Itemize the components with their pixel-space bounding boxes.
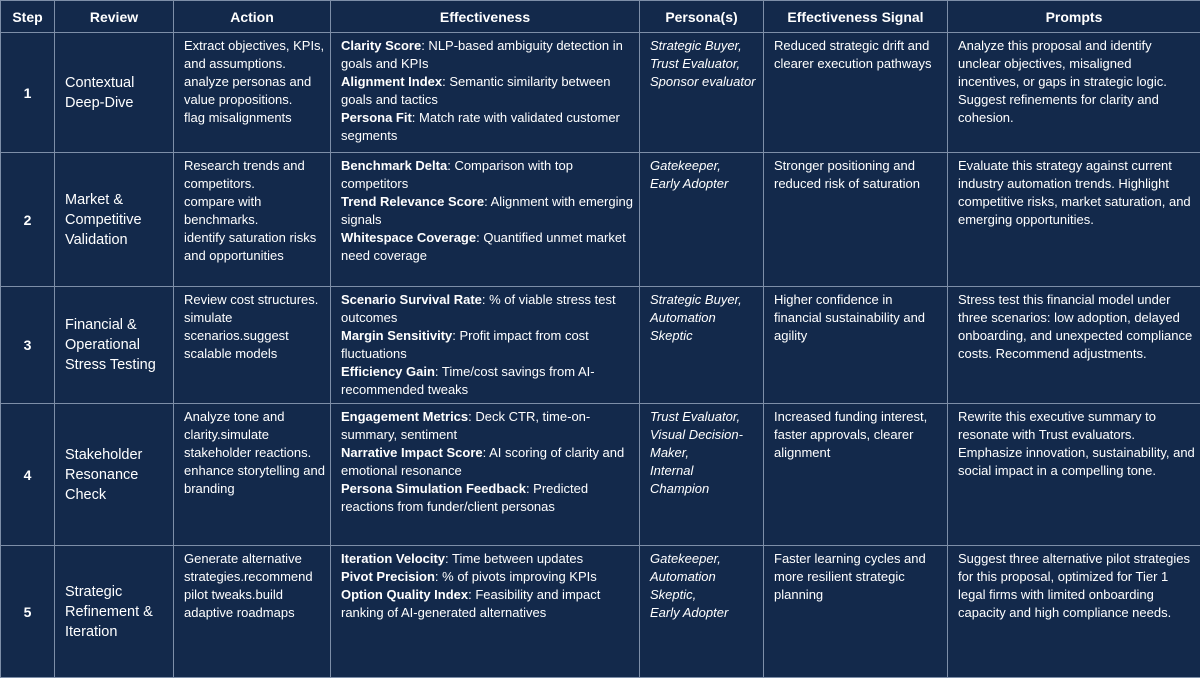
review-line: Stress Testing xyxy=(65,355,169,375)
metric-name: Trend Relevance Score xyxy=(341,194,484,209)
persona-cell xyxy=(640,287,764,404)
persona-line: Gatekeeper, xyxy=(650,157,759,175)
prompt-cell: Rewrite this executive summary to resonate with Trust evaluators. Emphasize innovation, sustainability, and social impact in a compelling tone. xyxy=(948,404,1200,546)
metric-item xyxy=(341,109,635,145)
signal-cell: Reduced strategic drift and clearer execution pathways xyxy=(764,33,948,153)
persona-cell xyxy=(640,33,764,153)
review-line: Competitive xyxy=(65,210,169,230)
metric-desc: : Match rate with validated customer segments xyxy=(341,110,620,143)
metric-name: Whitespace Coverage xyxy=(341,230,476,245)
metric-item xyxy=(341,408,635,444)
effectiveness-cell xyxy=(331,153,640,287)
step-number: 1 xyxy=(1,33,55,153)
persona-line: Sponsor evaluator xyxy=(650,73,759,91)
review-line: Validation xyxy=(65,230,169,250)
metric-name: Iteration Velocity xyxy=(341,551,445,566)
metric-item xyxy=(341,291,635,327)
metric-item xyxy=(341,444,635,480)
metric-desc: : NLP-based ambiguity detection in goals and KPIs xyxy=(341,38,623,71)
persona-line: Strategic Buyer, xyxy=(650,37,759,55)
review-line: Market & xyxy=(65,190,169,210)
metric-item xyxy=(341,586,635,622)
header-personas: Persona(s) xyxy=(640,1,764,33)
metric-desc: : Predicted reactions from funder/client personas xyxy=(341,481,588,514)
metric-name: Persona Simulation Feedback xyxy=(341,481,526,496)
metric-item xyxy=(341,327,635,363)
review-line: Strategic xyxy=(65,582,169,602)
action-cell xyxy=(174,404,331,546)
metric-item xyxy=(341,37,635,73)
action-line: Research trends and competitors. xyxy=(184,157,326,193)
action-line: Extract objectives, KPIs, and assumptions. xyxy=(184,37,326,73)
metric-desc: : Time/cost savings from AI-recommended tweaks xyxy=(341,364,595,397)
action-line: analyze personas and value propositions. xyxy=(184,73,326,109)
effectiveness-cell xyxy=(331,33,640,153)
action-cell xyxy=(174,153,331,287)
persona-cell xyxy=(640,153,764,287)
prompt-cell: Analyze this proposal and identify unclear objectives, misaligned incentives, or gaps in strategic logic. Suggest refinements for clarity and cohesion. xyxy=(948,33,1200,153)
review-line: Operational xyxy=(65,335,169,355)
persona-cell xyxy=(640,546,764,678)
header-prompts: Prompts xyxy=(948,1,1200,33)
persona-line: Trust Evaluator, xyxy=(650,55,759,73)
table-row xyxy=(1,33,1200,153)
metric-desc: : Quantified unmet market need coverage xyxy=(341,230,626,263)
persona-line: Skeptic xyxy=(650,327,759,345)
metric-item xyxy=(341,568,635,586)
review-line: Iteration xyxy=(65,622,169,642)
action-line: compare with benchmarks. xyxy=(184,193,326,229)
review-line: Financial & xyxy=(65,315,169,335)
persona-line: Automation xyxy=(650,568,759,586)
review-cell xyxy=(55,287,174,404)
metric-desc: : Time between updates xyxy=(445,551,583,566)
metric-name: Clarity Score xyxy=(341,38,421,53)
signal-cell: Higher confidence in financial sustainability and agility xyxy=(764,287,948,404)
metric-item xyxy=(341,157,635,193)
persona-line: Internal xyxy=(650,462,759,480)
action-cell xyxy=(174,287,331,404)
header-effectiveness: Effectiveness xyxy=(331,1,640,33)
metric-name: Persona Fit xyxy=(341,110,412,125)
review-cell xyxy=(55,546,174,678)
metric-name: Alignment Index xyxy=(341,74,442,89)
metric-desc: : AI scoring of clarity and emotional resonance xyxy=(341,445,624,478)
metric-desc: : Feasibility and impact ranking of AI-generated alternatives xyxy=(341,587,600,620)
persona-line: Early Adopter xyxy=(650,604,759,622)
metric-item xyxy=(341,363,635,399)
metric-desc: : Deck CTR, time-on-summary, sentiment xyxy=(341,409,590,442)
action-line: Analyze tone and clarity.simulate stakeholder reactions. enhance storytelling and branding xyxy=(184,408,326,498)
header-review: Review xyxy=(55,1,174,33)
metric-item xyxy=(341,229,635,265)
metric-item xyxy=(341,73,635,109)
signal-cell: Faster learning cycles and more resilient strategic planning xyxy=(764,546,948,678)
metric-name: Pivot Precision xyxy=(341,569,435,584)
review-cell xyxy=(55,404,174,546)
action-line: flag misalignments xyxy=(184,109,326,127)
table-row xyxy=(1,153,1200,287)
review-line: Contextual xyxy=(65,73,169,93)
effectiveness-cell xyxy=(331,546,640,678)
review-line: Deep-Dive xyxy=(65,93,169,113)
metric-desc: : Profit impact from cost fluctuations xyxy=(341,328,589,361)
persona-line: Trust Evaluator, xyxy=(650,408,759,426)
metric-name: Efficiency Gain xyxy=(341,364,435,379)
metric-name: Scenario Survival Rate xyxy=(341,292,482,307)
action-line: Review cost structures. simulate scenarios.suggest scalable models xyxy=(184,291,326,363)
step-number: 4 xyxy=(1,404,55,546)
metric-item xyxy=(341,193,635,229)
metric-desc: : Semantic similarity between goals and tactics xyxy=(341,74,610,107)
effectiveness-cell xyxy=(331,404,640,546)
header-action: Action xyxy=(174,1,331,33)
metric-desc: : % of viable stress test outcomes xyxy=(341,292,616,325)
persona-line: Skeptic, xyxy=(650,586,759,604)
persona-line: Gatekeeper, xyxy=(650,550,759,568)
table-row xyxy=(1,287,1200,404)
review-line: Resonance xyxy=(65,465,169,485)
metric-name: Option Quality Index xyxy=(341,587,468,602)
step-number: 3 xyxy=(1,287,55,404)
persona-cell xyxy=(640,404,764,546)
prompt-cell: Suggest three alternative pilot strategies for this proposal, optimized for Tier 1 legal firms with limited onboarding capacity and high compliance needs. xyxy=(948,546,1200,678)
signal-cell: Stronger positioning and reduced risk of saturation xyxy=(764,153,948,287)
review-line: Refinement & xyxy=(65,602,169,622)
metric-item xyxy=(341,550,635,568)
persona-line: Automation xyxy=(650,309,759,327)
action-line: identify saturation risks and opportunities xyxy=(184,229,326,265)
effectiveness-cell xyxy=(331,287,640,404)
metric-item xyxy=(341,480,635,516)
metric-name: Margin Sensitivity xyxy=(341,328,452,343)
review-line: Check xyxy=(65,485,169,505)
metric-name: Engagement Metrics xyxy=(341,409,468,424)
metric-name: Narrative Impact Score xyxy=(341,445,483,460)
metric-desc: : Comparison with top competitors xyxy=(341,158,573,191)
header-effectiveness-signal: Effectiveness Signal xyxy=(764,1,948,33)
signal-cell: Increased funding interest, faster approvals, clearer alignment xyxy=(764,404,948,546)
metric-desc: : % of pivots improving KPIs xyxy=(435,569,597,584)
review-cell xyxy=(55,33,174,153)
review-line: Stakeholder xyxy=(65,445,169,465)
header-step: Step xyxy=(1,1,55,33)
review-cell xyxy=(55,153,174,287)
persona-line: Strategic Buyer, xyxy=(650,291,759,309)
persona-line: Champion xyxy=(650,480,759,498)
step-number: 5 xyxy=(1,546,55,678)
step-number: 2 xyxy=(1,153,55,287)
persona-line: Visual Decision-Maker, xyxy=(650,426,759,462)
prompt-cell: Stress test this financial model under three scenarios: low adoption, delayed onboarding, and unexpected compliance costs. Recommend adjustments. xyxy=(948,287,1200,404)
header-row xyxy=(1,1,1200,33)
metric-desc: : Alignment with emerging signals xyxy=(341,194,633,227)
metric-name: Benchmark Delta xyxy=(341,158,447,173)
table-row xyxy=(1,546,1200,678)
prompt-cell: Evaluate this strategy against current industry automation trends. Highlight competitive risks, market saturation, and emerging opportunities. xyxy=(948,153,1200,287)
action-cell xyxy=(174,546,331,678)
action-cell xyxy=(174,33,331,153)
table-row xyxy=(1,404,1200,546)
action-line: Generate alternative strategies.recommend pilot tweaks.build adaptive roadmaps xyxy=(184,550,326,622)
persona-line: Early Adopter xyxy=(650,175,759,193)
